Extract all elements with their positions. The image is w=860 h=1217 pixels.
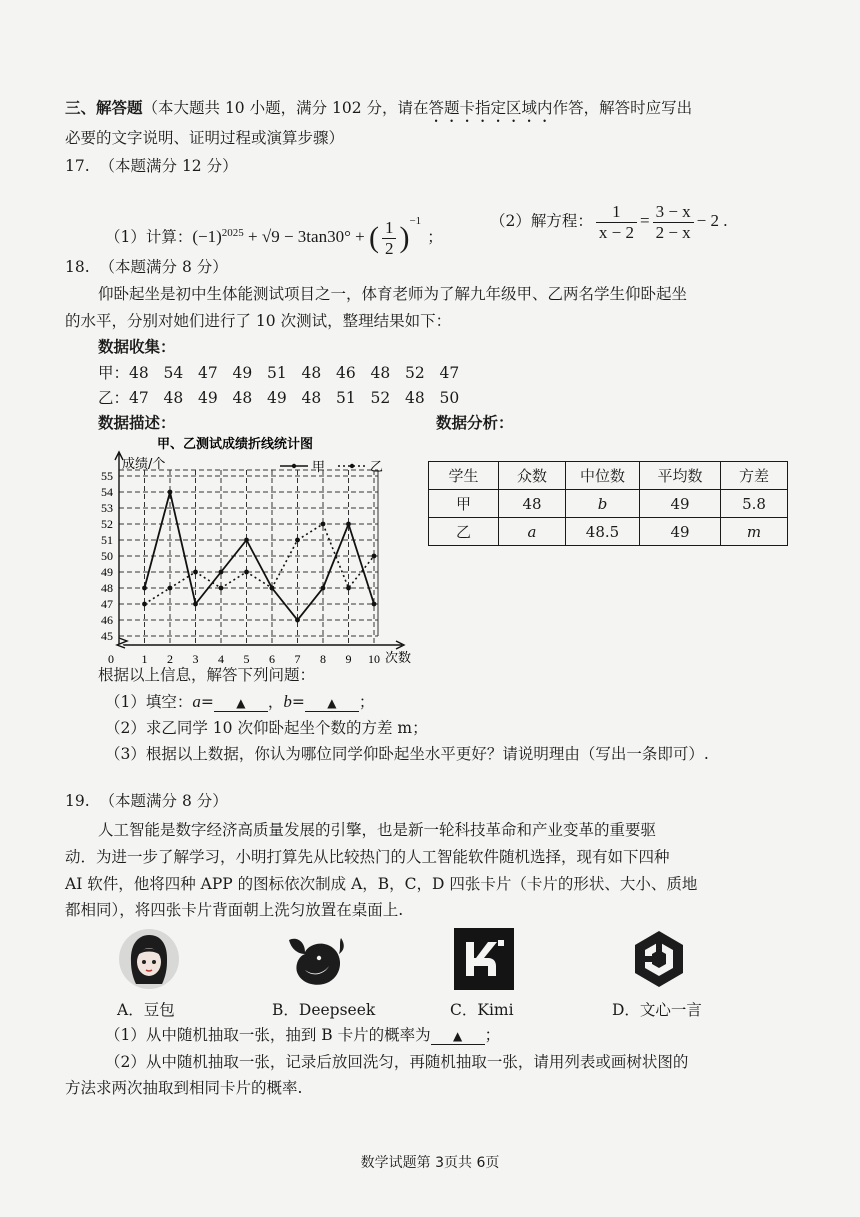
q17-part2-rhs (653, 202, 694, 243)
semicolon: ； (484, 1026, 501, 1044)
x-tick-label: 10 (368, 652, 380, 666)
card-label-c: C．Kimi (450, 1001, 514, 1019)
data-point (193, 570, 198, 575)
q18-describe-title: 数据描述： (98, 413, 176, 432)
y-tick-label: 47 (101, 597, 113, 611)
section-intro-b: 作答，解答时应写出 (552, 99, 693, 117)
data-point (219, 586, 224, 591)
x-tick-label: 7 (294, 652, 301, 666)
table-header: 中位数 (566, 462, 640, 490)
x-tick-label: 0 (108, 652, 114, 666)
wenxin-hexagon-icon (628, 928, 690, 990)
table-cell: m (721, 518, 788, 546)
table-header: 众数 (499, 462, 566, 490)
q17-header (65, 155, 238, 177)
data-point (270, 586, 275, 591)
table-cell: b (566, 490, 640, 518)
kimi-k-icon (454, 928, 514, 990)
answer-blank-b: ▲ (305, 695, 359, 712)
q19-part1-text: （1）从中随机抽取一张，抽到 B 卡片的概率为 (105, 1026, 431, 1044)
q19-part2-line2: 方法求两次抽取到相同卡片的概率. (65, 1079, 303, 1097)
section-heading-line (65, 97, 692, 126)
table-cell: 甲 (429, 490, 499, 518)
table-row (429, 518, 788, 546)
q18-part2: （2）求乙同学 10 次仰卧起坐个数的方差 m； (105, 719, 428, 737)
chart-axes (115, 452, 404, 649)
q17-part2-lhs (596, 202, 637, 243)
q17-score: （本题满分 12 分） (99, 157, 238, 175)
yi-values: 47 48 49 48 49 48 51 52 48 50 (129, 389, 460, 407)
q19-number: 19. (65, 792, 90, 810)
q18-header (65, 256, 228, 278)
data-point (346, 586, 351, 591)
data-point (244, 538, 249, 543)
page-footer: 数学试题第 3页共 6页 (360, 1155, 500, 1171)
x-tick-label: 9 (345, 652, 352, 666)
equals: = (291, 693, 305, 711)
lhs-denominator: x − 2 (598, 222, 634, 242)
q18-collect-title: 数据收集： (98, 337, 176, 356)
q18-number: 18. (65, 258, 90, 276)
data-point (193, 602, 198, 607)
data-point (244, 570, 249, 575)
q19-header (65, 790, 228, 812)
y-tick-label: 46 (101, 613, 113, 627)
fraction-denominator: 2 (384, 238, 394, 258)
chart-y-axis-label: 成绩/个 (122, 457, 166, 472)
y-tick-label: 48 (101, 581, 113, 595)
table-header-row (429, 462, 788, 490)
chart-title: 甲、乙测试成绩折线统计图 (156, 437, 314, 452)
y-tick-label: 52 (101, 517, 113, 531)
q17-part1-label: （1）计算： (105, 228, 193, 246)
line-chart (95, 430, 425, 670)
q17-part1-expr-a: (−1) (192, 227, 222, 246)
q18-yi-data (98, 387, 459, 409)
q19-part2-line1: （2）从中随机抽取一张，记录后放回洗匀，再随机抽取一张，请用列表或画树状图的 (105, 1053, 689, 1071)
lhs-numerator: 1 (596, 202, 637, 223)
table-row (429, 490, 788, 518)
q17-part1 (105, 198, 443, 261)
fraction-numerator: 1 (382, 218, 397, 239)
y-tick-label: 45 (101, 629, 113, 643)
q18-part1 (105, 691, 374, 713)
q17-separator: ； (427, 228, 443, 246)
q17-right-paren: ) (399, 221, 410, 254)
q18-stem-1: 仰卧起坐是初中生体能测试项目之一，体育老师为了解九年级甲、乙两名学生仰卧起坐 (98, 285, 688, 303)
q17-part2-tail: − 2 . (696, 211, 728, 230)
comma: ， (267, 693, 284, 711)
data-point (372, 602, 377, 607)
jia-values: 48 54 47 49 51 48 46 48 52 47 (129, 364, 460, 382)
data-point (168, 490, 173, 495)
q18-after: 根据以上信息，解答下列问题： (98, 666, 316, 684)
q18-stem-2: 的水平，分别对她们进行了 10 次测试，整理结果如下： (65, 312, 452, 330)
x-tick-label: 4 (218, 652, 224, 666)
x-tick-label: 2 (167, 652, 173, 666)
data-point (321, 522, 326, 527)
q19-stem-1: 人工智能是数字经济高质量发展的引擎，也是新一轮科技革命和产业变革的重要驱 (98, 821, 657, 839)
q19-part1 (105, 1024, 500, 1046)
q17-number: 17. (65, 157, 90, 175)
table-cell: 49 (640, 518, 721, 546)
y-tick-label: 55 (101, 469, 113, 483)
y-tick-label: 54 (101, 485, 113, 499)
section-heading: 三、解答题 (65, 98, 143, 117)
q18-score: （本题满分 8 分） (99, 258, 228, 276)
q17-left-paren: ( (368, 221, 379, 254)
equals: = (200, 693, 214, 711)
doubao-avatar-icon (118, 928, 180, 990)
q19-stem-4: 都相同），将四张卡片背面朝上洗匀放置在桌面上. (65, 901, 404, 919)
table-cell: 48.5 (566, 518, 640, 546)
x-tick-label: 5 (243, 652, 250, 666)
section-intro-a: （本大题共 10 小题，满分 102 分，请在 (142, 99, 429, 117)
y-tick-label: 51 (101, 533, 113, 547)
card-label-d: D．文心一言 (612, 1001, 702, 1019)
q19-stem-2: 动．为进一步了解学习，小明打算先从比较热门的人工智能软件随机选择，现有如下四种 (65, 848, 670, 866)
data-point (295, 618, 300, 623)
data-point (321, 586, 326, 591)
q17-part1-exponent2: −1 (409, 215, 422, 227)
q18-part1-label: （1）填空： (105, 693, 193, 711)
deepseek-whale-icon (283, 930, 353, 990)
section-intro-line2: 必要的文字说明、证明过程或演算步骤） (65, 129, 345, 147)
q17-part2-label: （2）解方程： (490, 212, 593, 230)
data-point (346, 522, 351, 527)
table-cell: 乙 (429, 518, 499, 546)
y-tick-label: 49 (101, 565, 113, 579)
data-point (372, 554, 377, 559)
x-tick-label: 1 (141, 652, 148, 666)
semicolon: ； (358, 693, 375, 711)
data-point (219, 570, 224, 575)
chart-grid (119, 470, 378, 645)
var-b: b (283, 692, 292, 711)
data-point (168, 586, 173, 591)
answer-blank-a: ▲ (214, 695, 268, 712)
table-header: 方差 (721, 462, 788, 490)
legend-marker (350, 464, 354, 468)
data-point (142, 586, 147, 591)
yi-label: 乙： (98, 389, 130, 407)
q17-part2 (490, 198, 728, 244)
card-label-a: A．豆包 (117, 1001, 175, 1019)
y-tick-label: 50 (101, 549, 113, 563)
jia-label: 甲： (98, 364, 130, 382)
legend-label: 乙 (370, 460, 384, 475)
x-tick-label: 3 (192, 652, 199, 666)
q17-part1-expr-b: + √9 − 3tan30° + (243, 227, 369, 246)
table-cell: a (499, 518, 566, 546)
table-cell: 49 (640, 490, 721, 518)
q19-stem-3: AI 软件，他将四种 APP 的图标依次制成 A，B，C，D 四张卡片（卡片的形状、大小、质地 (65, 875, 698, 893)
table-header: 平均数 (640, 462, 721, 490)
q18-analysis-title: 数据分析： (436, 413, 514, 432)
var-a: a (192, 692, 201, 711)
legend-label: 甲 (312, 460, 326, 475)
q17-part1-exponent: 2025 (221, 226, 244, 239)
card-label-b: B．Deepseek (272, 1001, 376, 1019)
rhs-numerator: 3 − x (653, 202, 694, 223)
q18-part3: （3）根据以上数据，你认为哪位同学仰卧起坐水平更好？请说明理由（写出一条即可）. (105, 745, 709, 763)
table-cell: 48 (499, 490, 566, 518)
section-intro-dotted: 答题卡指定区域内 (428, 99, 553, 117)
chart-x-axis-label: 次数 (385, 651, 412, 666)
y-tick-label: 53 (101, 501, 113, 515)
rhs-denominator: 2 − x (655, 222, 691, 242)
q17-part1-fraction (382, 218, 397, 259)
q17-part2-equals: = (639, 211, 650, 230)
legend-marker (292, 464, 296, 468)
data-point (142, 602, 147, 607)
x-tick-label: 8 (320, 652, 326, 666)
q19-score: （本题满分 8 分） (99, 792, 228, 810)
table-cell: 5.8 (721, 490, 788, 518)
q18-jia-data (98, 362, 459, 384)
x-tick-label: 6 (269, 652, 275, 666)
stats-table (428, 461, 788, 546)
chart-legend (280, 460, 383, 475)
answer-blank-prob: ▲ (431, 1028, 485, 1045)
data-point (295, 538, 300, 543)
table-header: 学生 (429, 462, 499, 490)
